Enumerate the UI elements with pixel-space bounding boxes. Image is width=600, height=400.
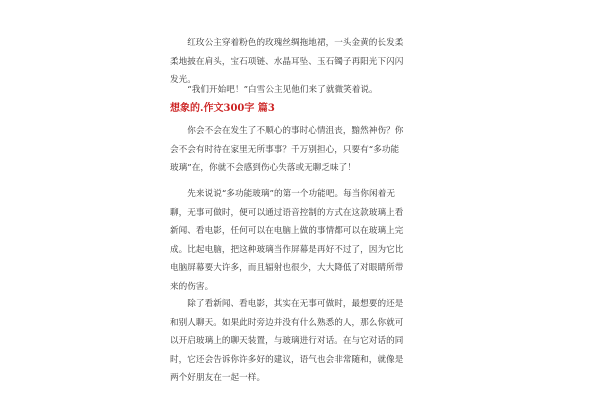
text-line: 红玫公主穿着粉色的玫瑰丝绸拖地裙，一头金黄的长发柔 — [170, 38, 404, 48]
text-line: 玻璃”在，你就不会感到伤心失落或无聊乏味了！ — [170, 163, 356, 173]
text-line: 柔地披在肩头，宝石项链、水晶耳坠、玉石镯子再阳光下闪闪 — [170, 56, 404, 67]
article-paragraph-1 — [170, 122, 425, 178]
text-line: 和别人聊天。如果此时旁边并没有什么熟悉的人，那么你就可 — [170, 317, 404, 328]
text-line: 时，它还会告诉你许多好的建议，语气也会非常随和，就像是 — [170, 354, 404, 365]
text-line: 两个好朋友在一起一样。 — [170, 373, 266, 383]
text-line: “我们开始吧！”白雪公主见他们来了就微笑着说。 — [170, 85, 378, 95]
text-line: 先来说说“多功能玻璃”的第一个功能吧。每当你闲着无 — [170, 189, 395, 199]
article-paragraph-2 — [170, 185, 425, 296]
text-line: 除了看新闻、看电影，其实在无事可做时，最想要的还是 — [170, 299, 404, 309]
text-line: 新闻、看电影，任何可以在电脑上做的事情都可以在玻璃上完 — [170, 226, 404, 236]
article-paragraph-3 — [170, 295, 425, 388]
text-line: 聊，无事可做时，便可以通过语音控制的方式在这款玻璃上看 — [170, 207, 404, 218]
section-heading: 想象的.作文300字 篇3 — [170, 103, 275, 114]
intro-paragraph-2 — [170, 81, 425, 100]
text-line: 发光。 — [170, 75, 196, 85]
text-line: 成。比起电脑，把这种玻璃当作屏幕是再好不过了，因为它比 — [170, 244, 404, 255]
text-line: 以开启玻璃上的聊天装置，与玻璃进行对话。在与它对话的同 — [170, 336, 404, 346]
text-line: 电脑屏幕要大许多，而且辐射也很少，大大降低了对眼睛所带 — [170, 263, 404, 273]
text-line: 来的伤害。 — [170, 281, 214, 292]
text-line: 你会不会在发生了不顺心的事时心情沮丧，黯然神伤？你 — [170, 126, 404, 136]
text-line: 会不会有时待在家里无所事事？千万别担心，只要有“多功能 — [170, 144, 400, 155]
